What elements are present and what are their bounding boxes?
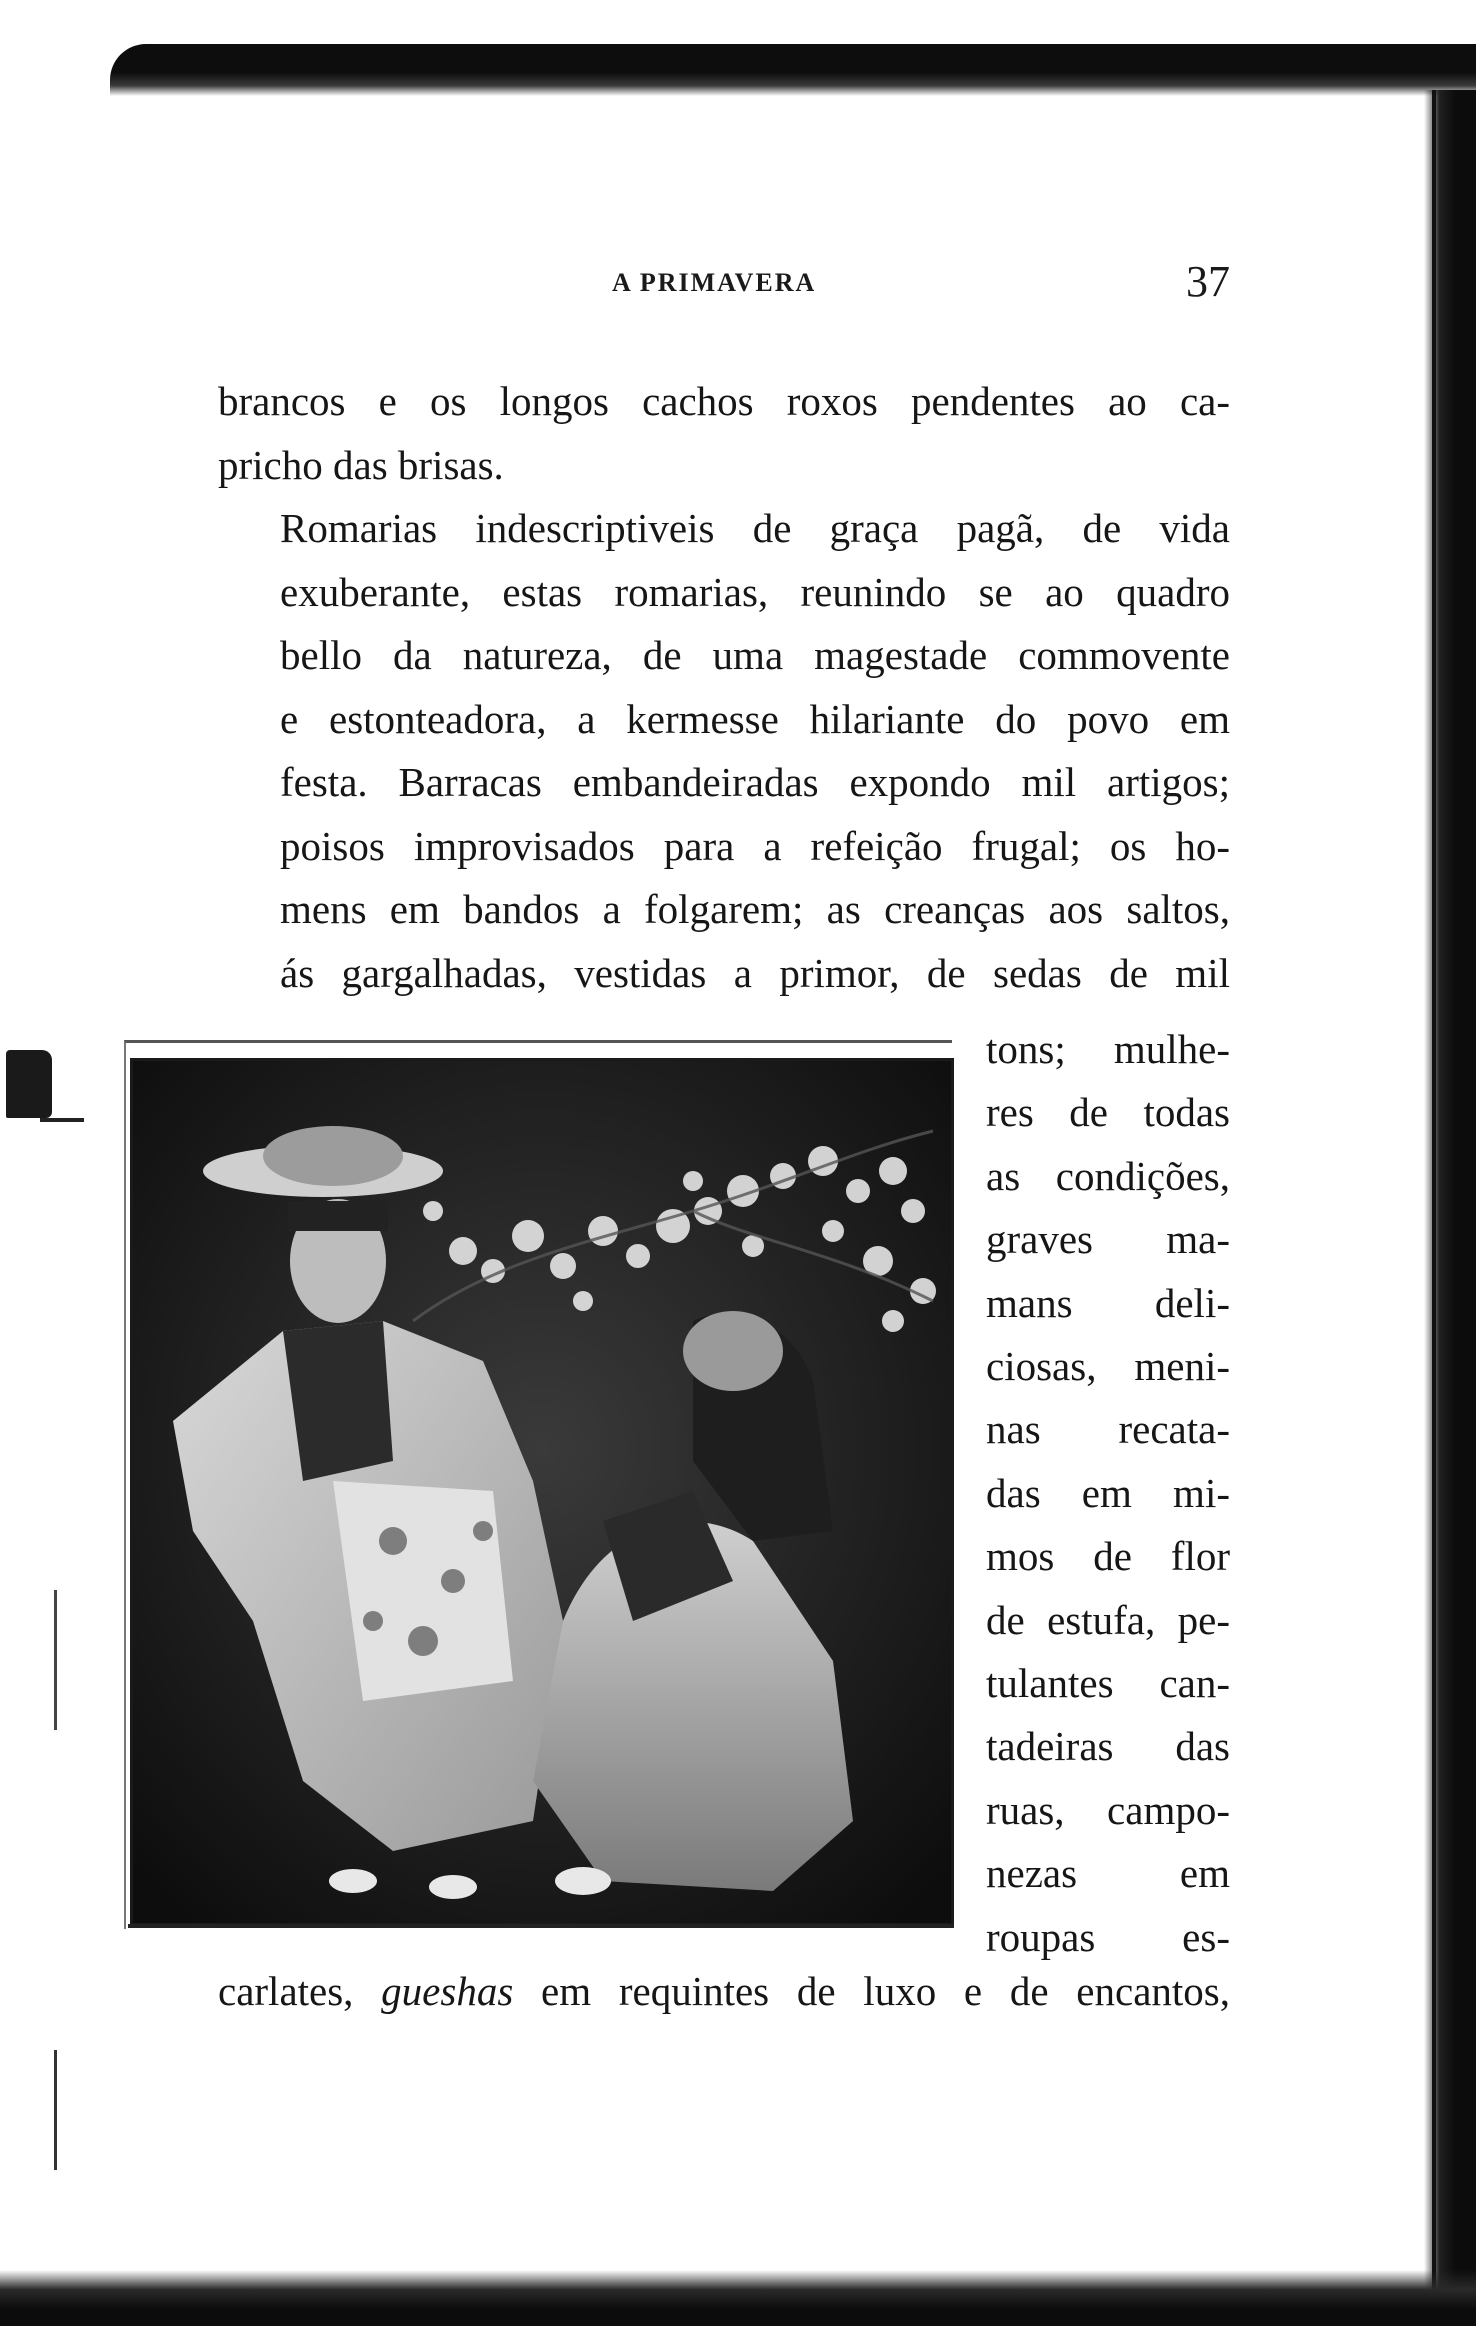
text-line: de estufa, pe- bbox=[986, 1596, 1230, 1643]
paragraph bbox=[218, 370, 1230, 497]
wrapped-text-column bbox=[986, 1018, 1230, 1969]
text-line: brancos e os longos cachos roxos pendentes ao ca- bbox=[218, 378, 1230, 424]
text-line: poisos improvisados para a refeição frugal; os ho- bbox=[280, 822, 1230, 869]
text-line: bello da natureza, de uma magestade commovente bbox=[280, 632, 1230, 678]
text-line: pricho das brisas. bbox=[218, 441, 504, 488]
scan-bottom-edge bbox=[0, 2270, 1476, 2326]
body-text bbox=[218, 370, 1230, 1005]
paragraph bbox=[218, 497, 1230, 1005]
photo-rule bbox=[128, 1924, 954, 1928]
text-segment: em requintes de luxo e de encantos, bbox=[513, 1968, 1230, 2014]
text-line: roupas es- bbox=[986, 1913, 1230, 1960]
scan-top-edge bbox=[110, 44, 1476, 96]
text-line: graves ma- bbox=[986, 1216, 1230, 1263]
scan-blot-stub bbox=[40, 1118, 84, 1122]
text-line: ciosas, meni- bbox=[986, 1343, 1230, 1390]
text-line: as condições, bbox=[986, 1152, 1230, 1199]
text-line: exuberante, estas romarias, reunindo se ao quadro bbox=[280, 568, 1230, 615]
italic-word: gueshas bbox=[381, 1968, 514, 2014]
text-line: tons; mulhe- bbox=[986, 1026, 1230, 1072]
text-line: res de todas bbox=[986, 1089, 1230, 1136]
text-line: mos de flor bbox=[986, 1533, 1230, 1580]
text-line: ruas, campo- bbox=[986, 1786, 1230, 1833]
text-line: mans deli- bbox=[986, 1279, 1230, 1326]
photograph bbox=[130, 1058, 954, 1926]
text-line-final bbox=[218, 1960, 1230, 2023]
text-line: das em mi- bbox=[986, 1469, 1230, 1516]
text-segment: carlates, bbox=[218, 1968, 382, 2014]
page-number: 37 bbox=[1186, 257, 1230, 306]
scan-margin-mark bbox=[54, 2050, 57, 2170]
text-line: e estonteadora, a kermesse hilariante do povo em bbox=[280, 695, 1230, 742]
scan-right-edge-line bbox=[1432, 90, 1436, 2326]
text-line: mens em bandos a folgarem; as creanças aos saltos, bbox=[280, 886, 1230, 932]
text-line: ás gargalhadas, vestidas a primor, de sedas de mil bbox=[280, 949, 1230, 996]
running-title: A PRIMAVERA bbox=[612, 268, 817, 297]
text-line: Romarias indescriptiveis de graça pagã, de vida bbox=[280, 505, 1230, 551]
text-line: tadeiras das bbox=[986, 1723, 1230, 1770]
text-line: nezas em bbox=[986, 1850, 1230, 1897]
scan-blot bbox=[6, 1050, 52, 1118]
text-line: nas recata- bbox=[986, 1406, 1230, 1453]
scan-margin-mark bbox=[54, 1590, 57, 1730]
text-line: tulantes can- bbox=[986, 1660, 1230, 1707]
text-line: festa. Barracas embandeiradas expondo mil artigos; bbox=[280, 759, 1230, 805]
